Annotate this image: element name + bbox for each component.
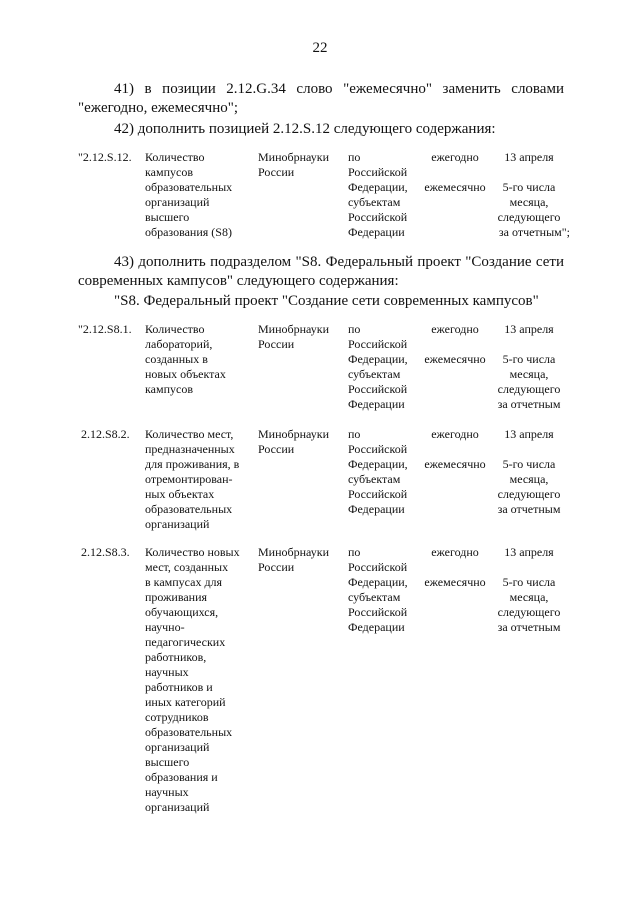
- territorial-level: по Российской Федерации, субъектам Российской Федерации: [348, 545, 408, 634]
- responsible-ministry: Минобрнауки России: [258, 150, 330, 179]
- frequency: ежегодно ежемесячно: [424, 427, 486, 471]
- paragraph-42: 42) дополнить позицией 2.12.S.12 следующего содержания:: [114, 121, 496, 137]
- position-code: 2.12.S8.3.: [81, 545, 130, 559]
- indicator-name: Количество новых мест, созданных в кампусах для проживания обучающихся, научно- педагогических работников, научных работников и иных категорий сотрудников образовательных организаций высшего образования и научных организаций: [145, 545, 240, 814]
- deadline: 13 апреля 5-го числа месяца, следующего за отчетным: [497, 427, 561, 516]
- deadline: 13 апреля 5-го числа месяца, следующего за отчетным: [497, 322, 561, 411]
- position-code: "2.12.S.12.: [78, 150, 132, 164]
- frequency: ежегодно ежемесячно: [424, 150, 486, 194]
- frequency: ежегодно ежемесячно: [424, 322, 486, 366]
- territorial-level: по Российской Федерации, субъектам Российской Федерации: [348, 150, 408, 239]
- paragraph-41-line-1: 41) в позиции 2.12.G.34 слово "ежемесячно" заменить словами: [114, 81, 564, 97]
- deadline: 13 апреля 5-го числа месяца, следующего за отчетным";: [497, 150, 570, 239]
- position-code: 2.12.S8.2.: [81, 427, 130, 441]
- paragraph-41-line-2: "ежегодно, ежемесячно";: [78, 100, 239, 116]
- responsible-ministry: Минобрнауки России: [258, 322, 330, 351]
- deadline: 13 апреля 5-го числа месяца, следующего за отчетным: [497, 545, 561, 634]
- indicator-name: Количество лабораторий, созданных в новых объектах кампусов: [145, 322, 226, 396]
- territorial-level: по Российской Федерации, субъектам Российской Федерации: [348, 322, 408, 411]
- indicator-name: Количество кампусов образовательных организаций высшего образования (S8): [145, 150, 233, 239]
- page-number: 22: [312, 40, 328, 56]
- paragraph-43-line-1: 43) дополнить подразделом "S8. Федеральный проект "Создание сети: [114, 254, 564, 270]
- territorial-level: по Российской Федерации, субъектам Российской Федерации: [348, 427, 408, 516]
- frequency: ежегодно ежемесячно: [424, 545, 486, 589]
- paragraph-43-line-2: современных кампусов" следующего содержания:: [78, 273, 399, 289]
- position-code: "2.12.S8.1.: [78, 322, 132, 336]
- responsible-ministry: Минобрнауки России: [258, 427, 330, 456]
- responsible-ministry: Минобрнауки России: [258, 545, 330, 574]
- indicator-name: Количество мест, предназначенных для проживания, в отремонтирован- ных объектах образовательных организаций: [145, 427, 240, 531]
- subsection-title: "S8. Федеральный проект "Создание сети современных кампусов": [114, 293, 539, 309]
